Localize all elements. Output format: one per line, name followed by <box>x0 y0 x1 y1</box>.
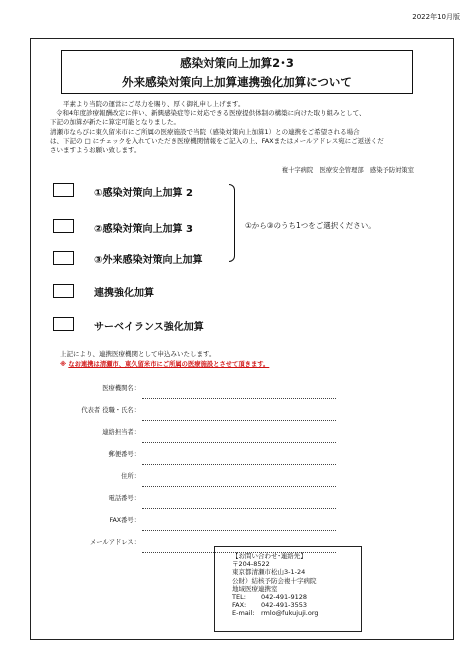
checkbox-option-4[interactable] <box>53 284 74 298</box>
contact-dept: 地域医療連携室 <box>232 584 278 593</box>
field-input[interactable] <box>142 530 336 531</box>
contact-fax <box>232 601 361 609</box>
intro-line: 平素より当院の運営にご尽力を賜り、厚く御礼申し上げます。 <box>63 100 245 108</box>
option-label-5: サーベイランス強化加算 <box>94 322 204 333</box>
title-line-1: 感染対策向上加算2･3 <box>180 56 294 70</box>
form-row <box>36 424 336 446</box>
form-row <box>36 490 336 512</box>
field-input[interactable] <box>142 486 336 487</box>
tel-label: TEL: <box>232 593 246 602</box>
department-label: 複十字病院 医療安全管理部 感染予防対策室 <box>281 167 414 174</box>
field-label: 電話番号： <box>108 495 140 502</box>
intro-text <box>50 100 440 155</box>
form-row <box>36 468 336 490</box>
checkbox-option-5[interactable] <box>53 317 74 331</box>
contact-org: 公財）結核予防会複十字病院 <box>232 576 317 585</box>
contact-heading: 【お問い合わせ･連絡先】 <box>232 552 307 560</box>
selection-bracket <box>229 184 235 262</box>
checkbox-option-1[interactable] <box>53 183 74 197</box>
email-link[interactable]: rmlo@fukujuji.org <box>261 609 319 618</box>
contact-postal: 〒204-8522 <box>232 560 270 569</box>
intro-line: 清瀬市ならびに東久留米市にご所属の医療施設で当院（感染対策向上加算1）との連携をご希望される場合 <box>50 127 360 136</box>
field-input[interactable] <box>142 442 336 443</box>
title-box <box>61 50 413 94</box>
checkbox-option-2[interactable] <box>53 219 74 233</box>
option-label-1: ①感染対策向上加算 2 <box>94 188 193 199</box>
form-row <box>36 446 336 468</box>
notice <box>60 359 269 368</box>
tel-value: 042-491-9128 <box>261 593 308 602</box>
notice-mark: ※ <box>60 361 67 368</box>
option-label-3: ③外来感染対策向上加算 <box>94 255 203 266</box>
form-row <box>36 402 336 424</box>
fax-label: FAX: <box>232 601 247 610</box>
email-label: E-mail: <box>232 609 255 618</box>
field-label: メールアドレス： <box>89 539 140 546</box>
notice-text: なお連携は清瀬市、東久留米市にご所属の医療施設とさせて頂きます。 <box>68 361 270 368</box>
title-line-2: 外来感染対策向上加算連携強化加算について <box>122 75 352 89</box>
intro-line: さいますようお願い致します。 <box>50 146 141 155</box>
field-label: 連絡担当者： <box>102 429 140 436</box>
contact-email <box>232 609 361 617</box>
form-row <box>36 512 336 534</box>
field-input[interactable] <box>142 464 336 465</box>
intro-line: は、下記の □ にチェックを入れていただき医療機関情報をご記入の上、FAXまたはメールアドレス宛にご返送くだ <box>50 136 384 145</box>
registration-form <box>36 380 336 556</box>
option-label-2: ②感染対策向上加算 3 <box>94 224 193 235</box>
field-label: FAX番号： <box>109 517 140 524</box>
field-label: 代表者 役職・氏名： <box>81 407 140 414</box>
form-row <box>36 380 336 402</box>
contact-address: 東京都清瀬市松山3-1-24 <box>232 568 306 577</box>
field-input[interactable] <box>142 508 336 509</box>
intro-line: 下記の加算が新たに算定可能となりました。 <box>50 118 180 127</box>
contact-tel <box>232 593 361 601</box>
field-input[interactable] <box>142 420 336 421</box>
checkbox-option-3[interactable] <box>53 251 74 265</box>
fax-value: 042-491-3553 <box>261 601 308 610</box>
field-input[interactable] <box>142 398 336 399</box>
edition-label: 2022年10月版 <box>412 13 460 21</box>
apply-text: 上記により、連携医療機関として申込みいたします。 <box>60 350 216 358</box>
field-label: 医療機関名： <box>102 385 140 392</box>
option-label-4: 連携強化加算 <box>94 288 154 299</box>
intro-line: 令和4年度診療報酬改定に伴い、新興感染症等に対応できる医療提供体制の構築に向けた取り組みとして、 <box>56 109 366 118</box>
field-label: 郵便番号： <box>108 451 140 458</box>
field-label: 住所： <box>121 473 140 480</box>
contact-box <box>214 546 362 632</box>
bracket-note: ①から③のうち1つをご選択ください。 <box>245 221 376 230</box>
